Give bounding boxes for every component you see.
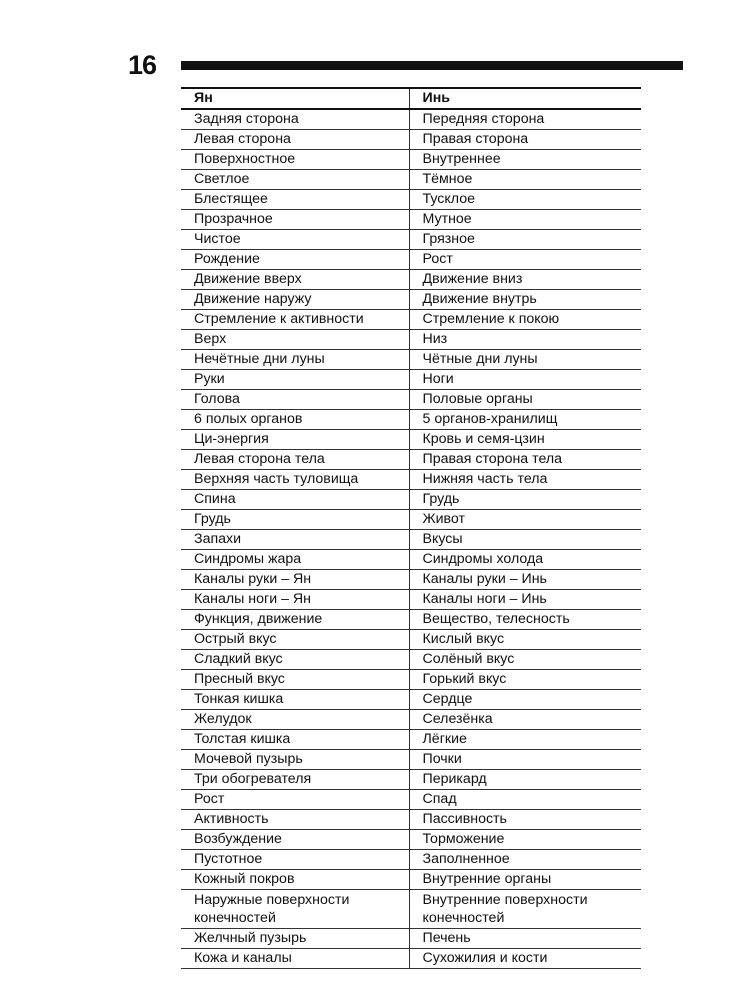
cell-yang: Функция, движение	[181, 610, 409, 630]
cell-yang: Пустотное	[181, 850, 409, 870]
cell-yin: Движение внутрь	[409, 290, 641, 310]
table-row	[181, 590, 641, 610]
cell-yin: Движение вниз	[409, 270, 641, 290]
cell-yin: Печень	[409, 929, 641, 949]
table-row	[181, 470, 641, 490]
cell-yin: Синдромы холода	[409, 550, 641, 570]
cell-yin: Солёный вкус	[409, 650, 641, 670]
table-row	[181, 770, 641, 790]
cell-yang: Поверхностное	[181, 150, 409, 170]
table-row	[181, 570, 641, 590]
cell-yin: Заполненное	[409, 850, 641, 870]
cell-yin: Правая сторона тела	[409, 450, 641, 470]
cell-yang: Левая сторона	[181, 130, 409, 150]
table-row	[181, 830, 641, 850]
cell-yang: Блестящее	[181, 190, 409, 210]
cell-yang: Грудь	[181, 510, 409, 530]
cell-yin: Половые органы	[409, 390, 641, 410]
table-row	[181, 390, 641, 410]
table-row	[181, 790, 641, 810]
cell-yang: Желудок	[181, 710, 409, 730]
table-row	[181, 410, 641, 430]
cell-yin: Каналы руки – Инь	[409, 570, 641, 590]
cell-yin: Нижняя часть тела	[409, 470, 641, 490]
cell-yang: Запахи	[181, 530, 409, 550]
table-row	[181, 130, 641, 150]
cell-yang: Каналы руки – Ян	[181, 570, 409, 590]
cell-yang: Стремление к активности	[181, 310, 409, 330]
header-rule	[181, 61, 683, 70]
cell-yang: Толстая кишка	[181, 730, 409, 750]
table-row	[181, 690, 641, 710]
cell-yin: Мутное	[409, 210, 641, 230]
cell-yang: Синдромы жара	[181, 550, 409, 570]
table-row	[181, 949, 641, 969]
yin-yang-table	[181, 87, 641, 969]
cell-yin: Сердце	[409, 690, 641, 710]
cell-yin: Селезёнка	[409, 710, 641, 730]
cell-yang: Желчный пузырь	[181, 929, 409, 949]
cell-yin: Кислый вкус	[409, 630, 641, 650]
cell-yang: Острый вкус	[181, 630, 409, 650]
cell-yin: Чётные дни луны	[409, 350, 641, 370]
cell-yang: Движение наружу	[181, 290, 409, 310]
cell-yin: Вещество, телесность	[409, 610, 641, 630]
table-row	[181, 810, 641, 830]
yin-yang-table-container	[181, 87, 641, 969]
cell-yin: Перикард	[409, 770, 641, 790]
page-number: 16	[128, 50, 157, 80]
table-row	[181, 190, 641, 210]
cell-yin: Внутренние поверхности конечностей	[409, 890, 641, 929]
cell-yang: Верх	[181, 330, 409, 350]
cell-yang: Спина	[181, 490, 409, 510]
table-row	[181, 630, 641, 650]
table-row	[181, 310, 641, 330]
table-row	[181, 230, 641, 250]
cell-yin: Внутреннее	[409, 150, 641, 170]
cell-yin: Живот	[409, 510, 641, 530]
table-row	[181, 150, 641, 170]
table-row	[181, 510, 641, 530]
cell-yang: Руки	[181, 370, 409, 390]
table-row	[181, 530, 641, 550]
cell-yin: Грязное	[409, 230, 641, 250]
table-row	[181, 710, 641, 730]
table-body	[181, 109, 641, 969]
column-header-yang: Ян	[181, 88, 409, 109]
cell-yang: Задняя сторона	[181, 109, 409, 130]
table-row	[181, 170, 641, 190]
cell-yin: Правая сторона	[409, 130, 641, 150]
cell-yin: Спад	[409, 790, 641, 810]
cell-yang: Кожа и каналы	[181, 949, 409, 969]
cell-yang: Светлое	[181, 170, 409, 190]
cell-yin: Ноги	[409, 370, 641, 390]
cell-yang: Рождение	[181, 250, 409, 270]
cell-yin: Сухожилия и кости	[409, 949, 641, 969]
table-row	[181, 610, 641, 630]
cell-yang: Движение вверх	[181, 270, 409, 290]
cell-yang: Кожный покров	[181, 870, 409, 890]
cell-yin: Внутренние органы	[409, 870, 641, 890]
cell-yin: Горький вкус	[409, 670, 641, 690]
cell-yang: Ци-энергия	[181, 430, 409, 450]
cell-yang: Голова	[181, 390, 409, 410]
cell-yin: Грудь	[409, 490, 641, 510]
cell-yin: Вкусы	[409, 530, 641, 550]
table-row	[181, 490, 641, 510]
cell-yin: Тусклое	[409, 190, 641, 210]
table-row	[181, 330, 641, 350]
table-row	[181, 350, 641, 370]
cell-yin: Каналы ноги – Инь	[409, 590, 641, 610]
cell-yang: Верхняя часть туловища	[181, 470, 409, 490]
table-header-row	[181, 88, 641, 109]
table-row	[181, 850, 641, 870]
table-row	[181, 250, 641, 270]
table-row	[181, 210, 641, 230]
cell-yang: Сладкий вкус	[181, 650, 409, 670]
table-row	[181, 370, 641, 390]
table-row	[181, 650, 641, 670]
table-row	[181, 929, 641, 949]
cell-yin: Лёгкие	[409, 730, 641, 750]
cell-yang: Три обогревателя	[181, 770, 409, 790]
table-row	[181, 290, 641, 310]
cell-yang: Возбуждение	[181, 830, 409, 850]
table-row	[181, 550, 641, 570]
table-row	[181, 270, 641, 290]
cell-yin: Рост	[409, 250, 641, 270]
cell-yang: Наружные поверхности конечностей	[181, 890, 409, 929]
column-header-yin: Инь	[409, 88, 641, 109]
cell-yin: Почки	[409, 750, 641, 770]
table-row	[181, 430, 641, 450]
cell-yin: 5 органов-хранилищ	[409, 410, 641, 430]
cell-yang: Прозрачное	[181, 210, 409, 230]
cell-yang: Каналы ноги – Ян	[181, 590, 409, 610]
table-row	[181, 730, 641, 750]
table-row	[181, 870, 641, 890]
cell-yang: Пресный вкус	[181, 670, 409, 690]
cell-yang: Левая сторона тела	[181, 450, 409, 470]
table-row	[181, 450, 641, 470]
cell-yang: 6 полых органов	[181, 410, 409, 430]
cell-yin: Стремление к покою	[409, 310, 641, 330]
cell-yin: Тёмное	[409, 170, 641, 190]
table-row	[181, 750, 641, 770]
cell-yang: Мочевой пузырь	[181, 750, 409, 770]
cell-yang: Тонкая кишка	[181, 690, 409, 710]
cell-yin: Низ	[409, 330, 641, 350]
cell-yang: Чистое	[181, 230, 409, 250]
cell-yin: Передняя сторона	[409, 109, 641, 130]
cell-yang: Рост	[181, 790, 409, 810]
cell-yin: Пассивность	[409, 810, 641, 830]
cell-yin: Торможение	[409, 830, 641, 850]
table-row	[181, 670, 641, 690]
cell-yang: Активность	[181, 810, 409, 830]
table-row	[181, 890, 641, 929]
cell-yang: Нечётные дни луны	[181, 350, 409, 370]
table-row	[181, 109, 641, 130]
cell-yin: Кровь и семя-цзин	[409, 430, 641, 450]
